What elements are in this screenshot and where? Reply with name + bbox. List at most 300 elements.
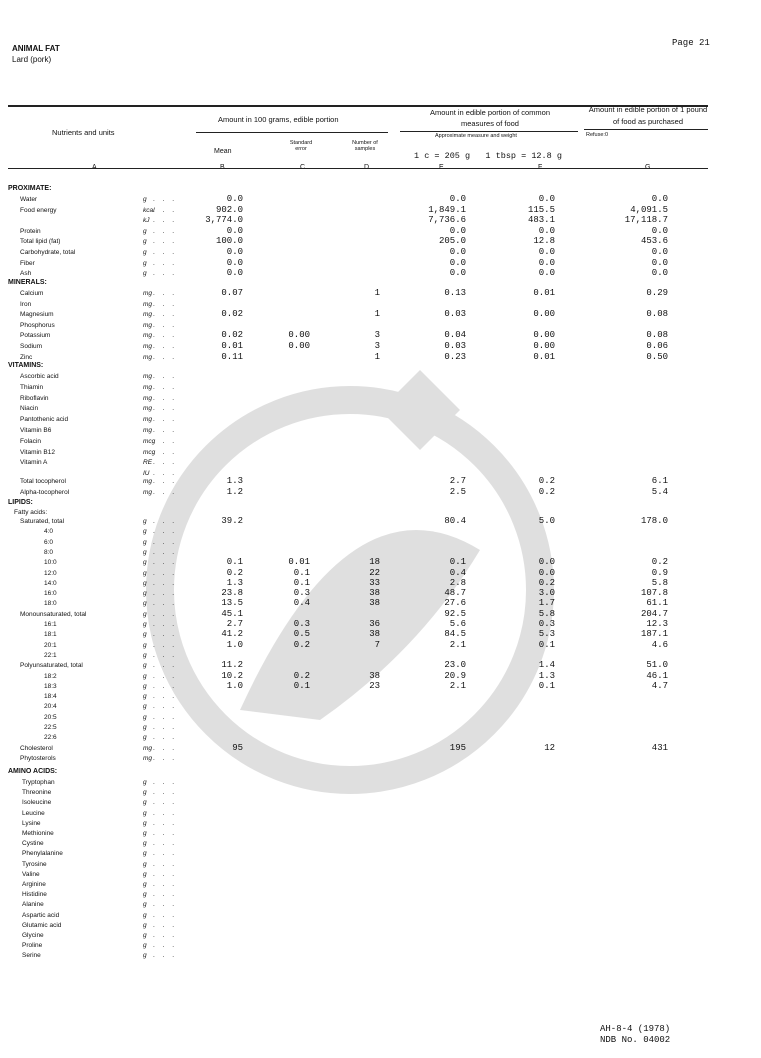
row-label: 22:6 <box>44 734 57 742</box>
cell-g: 107.8 <box>640 588 668 599</box>
section-minerals: MINERALS: <box>8 279 47 286</box>
row-dots: . . . <box>153 238 178 246</box>
row-unit: mg <box>143 290 153 297</box>
cell-f: 0.0 <box>538 257 555 268</box>
cell-b: 41.2 <box>221 629 243 640</box>
amino-row-label: Lysine <box>22 819 41 827</box>
row-dots: . . . <box>153 901 178 909</box>
page-number: Page 21 <box>672 38 710 48</box>
cell-g: 46.1 <box>646 670 668 681</box>
row-unit: g <box>143 693 147 701</box>
row-unit: g <box>143 809 147 817</box>
cell-b: 1.0 <box>226 680 243 691</box>
cell-d: 1 <box>374 351 380 362</box>
amino-row-label: Serine <box>22 952 41 960</box>
row-dots: . . . <box>153 713 178 721</box>
measures-line: 1 c = 205 g 1 tbsp = 12.8 g <box>414 151 562 161</box>
row-unit: g <box>143 850 147 858</box>
cell-f: 5.3 <box>538 629 555 640</box>
cell-g: 0.29 <box>646 288 668 298</box>
cell-e: 0.0 <box>449 225 466 236</box>
row-unit: mg <box>143 394 153 402</box>
row-dots: . . . <box>153 478 178 485</box>
cell-g: 5.4 <box>651 486 668 497</box>
row-unit: g <box>143 579 147 587</box>
cell-e: 92.5 <box>444 608 466 619</box>
row-unit: mcg <box>143 448 156 456</box>
cell-d: 22 <box>369 567 380 578</box>
row-label: Calcium <box>20 290 44 297</box>
row-dots: . . . <box>153 470 178 478</box>
refuse-label: Refuse:0 <box>586 132 609 138</box>
row-unit: g <box>143 932 147 939</box>
row-dots: . . . <box>153 343 178 350</box>
cell-b: 0.02 <box>221 309 243 320</box>
row-unit: g <box>143 682 147 690</box>
cell-e: 0.04 <box>444 330 466 341</box>
cell-d: 38 <box>369 629 380 640</box>
row-dots: . . . <box>153 651 178 659</box>
cell-c: 0.1 <box>293 680 310 691</box>
section-vitamins: VITAMINS: <box>8 362 44 369</box>
row-dots: . . . <box>153 819 178 827</box>
cell-d: 38 <box>369 670 380 681</box>
pound-rule <box>584 129 708 130</box>
cell-c: 0.1 <box>293 577 310 588</box>
cell-c: 0.5 <box>293 629 310 640</box>
row-dots: . . . <box>153 559 178 567</box>
cell-b: 1.0 <box>226 639 243 650</box>
cell-e: 0.0 <box>449 247 466 257</box>
row-dots: . . . <box>153 921 178 929</box>
row-label: 20:5 <box>44 713 57 721</box>
row-unit: g <box>143 249 147 256</box>
cell-e: 0.0 <box>449 194 466 204</box>
row-dots: . . . <box>153 206 178 214</box>
row-dots: . . . <box>153 290 178 297</box>
cell-b: 1.3 <box>226 577 243 588</box>
row-label: Total lipid (fat) <box>20 238 61 246</box>
row-label: Iron <box>20 300 32 308</box>
cell-f: 12 <box>544 742 555 753</box>
cell-g: 0.0 <box>651 194 668 204</box>
cell-f: 0.1 <box>538 680 555 691</box>
row-dots: . . . <box>153 196 178 203</box>
row-unit: mg <box>143 754 153 762</box>
cell-e: 0.03 <box>444 341 466 351</box>
row-unit: g <box>143 799 147 807</box>
cell-f: 0.01 <box>533 288 555 298</box>
row-label: Monounsaturated, total <box>20 610 87 618</box>
row-dots: . . . <box>153 881 178 888</box>
cell-e: 2.5 <box>449 486 466 497</box>
cell-b: 95 <box>232 742 243 753</box>
row-dots: . . . <box>153 448 178 456</box>
row-unit: g <box>143 590 147 598</box>
cell-e: 1,849.1 <box>428 204 466 215</box>
row-unit: g <box>143 870 147 878</box>
row-unit: g <box>143 942 147 950</box>
row-unit: g <box>143 860 147 868</box>
cell-b: 0.0 <box>226 268 243 279</box>
cell-b: 0.11 <box>221 351 243 362</box>
cell-c: 0.2 <box>293 670 310 681</box>
row-dots: . . . <box>153 353 178 361</box>
row-dots: . . . <box>153 311 178 319</box>
watermark-logo <box>120 290 680 850</box>
row-unit: g <box>143 270 147 278</box>
cell-e: 2.1 <box>449 639 466 650</box>
cell-e: 0.03 <box>444 309 466 320</box>
row-dots: . . . <box>153 682 178 690</box>
cell-b: 45.1 <box>221 608 243 619</box>
cell-g: 187.1 <box>640 629 668 640</box>
cell-e: 80.4 <box>444 516 466 526</box>
cell-e: 7,736.6 <box>428 215 466 226</box>
row-dots: . . . <box>153 911 178 919</box>
cell-b: 0.1 <box>226 557 243 568</box>
row-dots: . . . <box>153 809 178 817</box>
row-unit: g <box>143 631 147 639</box>
row-label: Riboflavin <box>20 394 49 402</box>
row-unit: mg <box>143 744 153 752</box>
row-dots: . . . <box>153 300 178 308</box>
cell-d: 18 <box>369 557 380 568</box>
amino-row-label: Threonine <box>22 789 52 797</box>
cell-f: 12.8 <box>533 236 555 247</box>
row-label: 18:4 <box>44 693 57 701</box>
cell-g: 17,118.7 <box>624 215 668 226</box>
row-dots: . . . <box>153 590 178 598</box>
row-dots: . . . <box>153 405 178 413</box>
cell-e: 27.6 <box>444 598 466 609</box>
cell-g: 178.0 <box>640 516 668 526</box>
row-unit: g <box>143 911 147 919</box>
cell-g: 61.1 <box>646 598 668 609</box>
col-samples-header: Number of samples <box>352 140 378 152</box>
cell-d: 7 <box>374 639 380 650</box>
row-dots: . . . <box>153 488 178 496</box>
row-unit: RE <box>143 459 153 467</box>
cell-d: 36 <box>369 619 380 629</box>
row-unit: g <box>143 548 147 556</box>
row-unit: mg <box>143 427 153 434</box>
row-label: 22:1 <box>44 651 57 659</box>
cell-b: 1.3 <box>226 476 243 486</box>
row-unit: g <box>143 952 147 960</box>
row-dots: . . . <box>153 538 178 546</box>
cell-d: 23 <box>369 680 380 691</box>
col-nutrients-header: Nutrients and units <box>52 128 115 137</box>
cell-b: 23.8 <box>221 588 243 599</box>
cell-f: 0.01 <box>533 351 555 362</box>
row-label: 18:3 <box>44 682 57 690</box>
row-label: 18:1 <box>44 631 57 639</box>
cell-g: 0.0 <box>651 268 668 279</box>
row-label: 22:5 <box>44 724 57 731</box>
amino-row-label: Histidine <box>22 891 47 899</box>
common-rule <box>400 131 578 132</box>
cell-g: 0.0 <box>651 247 668 257</box>
amount100-rule <box>196 132 388 133</box>
row-label: 8:0 <box>44 548 54 556</box>
cell-b: 13.5 <box>221 598 243 609</box>
row-dots: . . . <box>153 693 178 701</box>
row-dots: . . . <box>153 437 178 445</box>
cell-d: 38 <box>369 588 380 599</box>
row-label: Protein <box>20 227 41 235</box>
row-unit: kJ <box>143 217 150 225</box>
cell-e: 0.4 <box>449 567 466 578</box>
cell-g: 204.7 <box>640 608 668 619</box>
row-dots: . . . <box>153 703 178 711</box>
row-unit: g <box>143 830 147 837</box>
row-unit: g <box>143 662 147 670</box>
row-unit: g <box>143 881 147 888</box>
amino-row-label: Isoleucine <box>22 799 52 807</box>
row-unit: IU <box>143 470 150 478</box>
row-label: Folacin <box>20 437 41 445</box>
cell-f: 0.0 <box>538 268 555 279</box>
row-label: Niacin <box>20 405 39 413</box>
cell-g: 51.0 <box>646 660 668 671</box>
row-label: 10:0 <box>44 559 57 567</box>
row-label: Saturated, total <box>20 518 65 525</box>
cell-b: 39.2 <box>221 516 243 526</box>
row-dots: . . . <box>153 621 178 628</box>
row-label: 14:0 <box>44 579 57 587</box>
row-dots: . . . <box>153 932 178 939</box>
cell-b: 0.01 <box>221 341 243 351</box>
row-unit: g <box>143 779 147 786</box>
amino-row-label: Aspartic acid <box>22 911 60 919</box>
cell-f: 0.00 <box>533 309 555 320</box>
row-dots: . . . <box>153 610 178 618</box>
cell-f: 0.2 <box>538 577 555 588</box>
row-dots: . . . <box>153 891 178 899</box>
row-unit: g <box>143 703 147 711</box>
cell-f: 0.0 <box>538 194 555 204</box>
row-label: Food energy <box>20 206 57 214</box>
cell-g: 0.06 <box>646 341 668 351</box>
cell-f: 0.2 <box>538 486 555 497</box>
row-unit: mg <box>143 311 153 319</box>
row-label: 18:0 <box>44 600 57 608</box>
amino-row-label: Arginine <box>22 881 46 888</box>
cell-c: 0.4 <box>293 598 310 609</box>
cell-b: 0.2 <box>226 567 243 578</box>
row-dots: . . . <box>153 270 178 278</box>
row-label: Phosphorus <box>20 321 55 329</box>
row-dots: . . . <box>153 724 178 731</box>
row-label: Water <box>20 196 38 203</box>
cell-f: 1.7 <box>538 598 555 609</box>
row-dots: . . . <box>153 528 178 536</box>
row-label: Ash <box>20 270 32 278</box>
row-unit: g <box>143 651 147 659</box>
amino-row-label: Valine <box>22 870 40 878</box>
cell-f: 483.1 <box>527 215 555 226</box>
cell-e: 2.8 <box>449 577 466 588</box>
cell-c: 0.00 <box>288 330 310 341</box>
cell-f: 5.8 <box>538 608 555 619</box>
cell-e: 48.7 <box>444 588 466 599</box>
row-dots: . . . <box>153 799 178 807</box>
col-stderr-header: Standard error <box>289 140 313 152</box>
cell-g: 6.1 <box>651 476 668 486</box>
row-dots: . . . <box>153 548 178 556</box>
row-label: Alpha-tocopherol <box>20 488 70 496</box>
row-unit: mg <box>143 353 153 361</box>
row-dots: . . . <box>153 217 178 225</box>
row-label: 4:0 <box>44 528 54 536</box>
row-label: Carbohydrate, total <box>20 249 76 256</box>
page-subtitle: Lard (pork) <box>12 55 52 64</box>
cell-e: 84.5 <box>444 629 466 640</box>
row-unit: g <box>143 840 147 848</box>
row-dots: . . . <box>153 952 178 960</box>
row-unit: g <box>143 819 147 827</box>
cell-e: 205.0 <box>438 236 466 247</box>
row-label: 16:0 <box>44 590 57 598</box>
row-unit: g <box>143 610 147 618</box>
col-pound-header: Amount in edible portion of 1 pound of food as purchased <box>588 105 708 126</box>
row-dots: . . . <box>153 373 178 380</box>
cell-g: 0.50 <box>646 351 668 362</box>
cell-f: 0.00 <box>533 341 555 351</box>
row-unit: g <box>143 921 147 929</box>
cell-b: 3,774.0 <box>205 215 243 226</box>
cell-f: 1.4 <box>538 660 555 671</box>
cell-d: 3 <box>374 330 380 341</box>
cell-e: 0.0 <box>449 257 466 268</box>
row-dots: . . . <box>153 734 178 742</box>
row-dots: . . . <box>153 662 178 670</box>
cell-e: 0.1 <box>449 557 466 568</box>
cell-d: 38 <box>369 598 380 609</box>
row-dots: . . . <box>153 427 178 434</box>
row-unit: mg <box>143 405 153 413</box>
cell-c: 0.2 <box>293 639 310 650</box>
row-unit: g <box>143 559 147 567</box>
cell-b: 902.0 <box>215 204 243 215</box>
cell-f: 3.0 <box>538 588 555 599</box>
cell-b: 2.7 <box>226 619 243 629</box>
section-proximate: PROXIMATE: <box>8 185 52 192</box>
row-unit: mg <box>143 416 153 424</box>
row-label: 16:1 <box>44 621 57 628</box>
cell-g: 0.0 <box>651 225 668 236</box>
row-dots: . . . <box>153 579 178 587</box>
row-dots: . . . <box>153 641 178 649</box>
row-unit: mg <box>143 343 153 350</box>
cell-e: 0.13 <box>444 288 466 298</box>
row-dots: . . . <box>153 459 178 467</box>
cell-b: 100.0 <box>215 236 243 247</box>
cell-d: 1 <box>374 288 380 298</box>
row-unit: g <box>143 901 147 909</box>
row-dots: . . . <box>153 416 178 424</box>
amino-row-label: Proline <box>22 942 43 950</box>
cell-f: 0.1 <box>538 639 555 650</box>
cell-g: 0.0 <box>651 257 668 268</box>
row-label: Total tocopherol <box>20 478 66 485</box>
row-dots: . . . <box>153 840 178 848</box>
row-dots: . . . <box>153 779 178 786</box>
cell-g: 0.9 <box>651 567 668 578</box>
fatty-acids-label: Fatty acids: <box>14 509 48 516</box>
cell-c: 0.01 <box>288 557 310 568</box>
cell-c: 0.3 <box>293 619 310 629</box>
row-unit: g <box>143 196 147 203</box>
cell-b: 0.02 <box>221 330 243 341</box>
cell-f: 115.5 <box>527 204 555 215</box>
row-dots: . . . <box>153 870 178 878</box>
cell-e: 23.0 <box>444 660 466 671</box>
amino-row-label: Alanine <box>22 901 44 909</box>
cell-b: 0.0 <box>226 225 243 236</box>
row-unit: g <box>143 227 147 235</box>
amino-row-label: Phenylalanine <box>22 850 63 858</box>
cell-b: 0.0 <box>226 247 243 257</box>
row-label: Polyunsaturated, total <box>20 662 83 670</box>
row-dots: . . . <box>153 672 178 680</box>
cell-g: 12.3 <box>646 619 668 629</box>
row-unit: g <box>143 891 147 899</box>
row-unit: g <box>143 600 147 608</box>
row-label: Potassium <box>20 332 51 340</box>
cell-b: 0.0 <box>226 257 243 268</box>
row-unit: g <box>143 528 147 536</box>
cell-e: 0.23 <box>444 351 466 362</box>
cell-c: 0.00 <box>288 341 310 351</box>
cell-b: 0.0 <box>226 194 243 204</box>
footer-line2: NDB No. 04002 <box>600 1035 671 1045</box>
cell-e: 195 <box>449 742 466 753</box>
row-unit: g <box>143 538 147 546</box>
cell-g: 0.08 <box>646 330 668 341</box>
section-amino: AMINO ACIDS: <box>8 768 58 775</box>
cell-g: 4,091.5 <box>630 204 668 215</box>
footer-line1: AH-8-4 (1978) <box>600 1024 671 1034</box>
row-dots: . . . <box>153 383 178 391</box>
row-dots: . . . <box>153 744 178 752</box>
row-unit: mg <box>143 300 153 308</box>
cell-g: 5.8 <box>651 577 668 588</box>
row-unit: mcg <box>143 437 156 445</box>
row-unit: g <box>143 789 147 797</box>
row-dots: . . . <box>153 789 178 797</box>
row-label: 6:0 <box>44 538 54 546</box>
page-title: ANIMAL FAT <box>12 44 60 53</box>
cell-g: 453.6 <box>640 236 668 247</box>
cell-e: 2.7 <box>449 476 466 486</box>
amino-row-label: Tryptophan <box>22 779 55 786</box>
row-label: 18:2 <box>44 672 57 680</box>
row-dots: . . . <box>153 394 178 402</box>
row-dots: . . . <box>153 227 178 235</box>
row-dots: . . . <box>153 600 178 608</box>
cell-f: 0.0 <box>538 557 555 568</box>
cell-e: 2.1 <box>449 680 466 691</box>
row-unit: g <box>143 259 147 267</box>
cell-b: 0.07 <box>221 288 243 298</box>
cell-f: 0.0 <box>538 247 555 257</box>
row-label: Zinc <box>20 353 33 361</box>
cell-f: 5.0 <box>538 516 555 526</box>
cell-g: 431 <box>651 742 668 753</box>
amino-row-label: Cystine <box>22 840 44 848</box>
